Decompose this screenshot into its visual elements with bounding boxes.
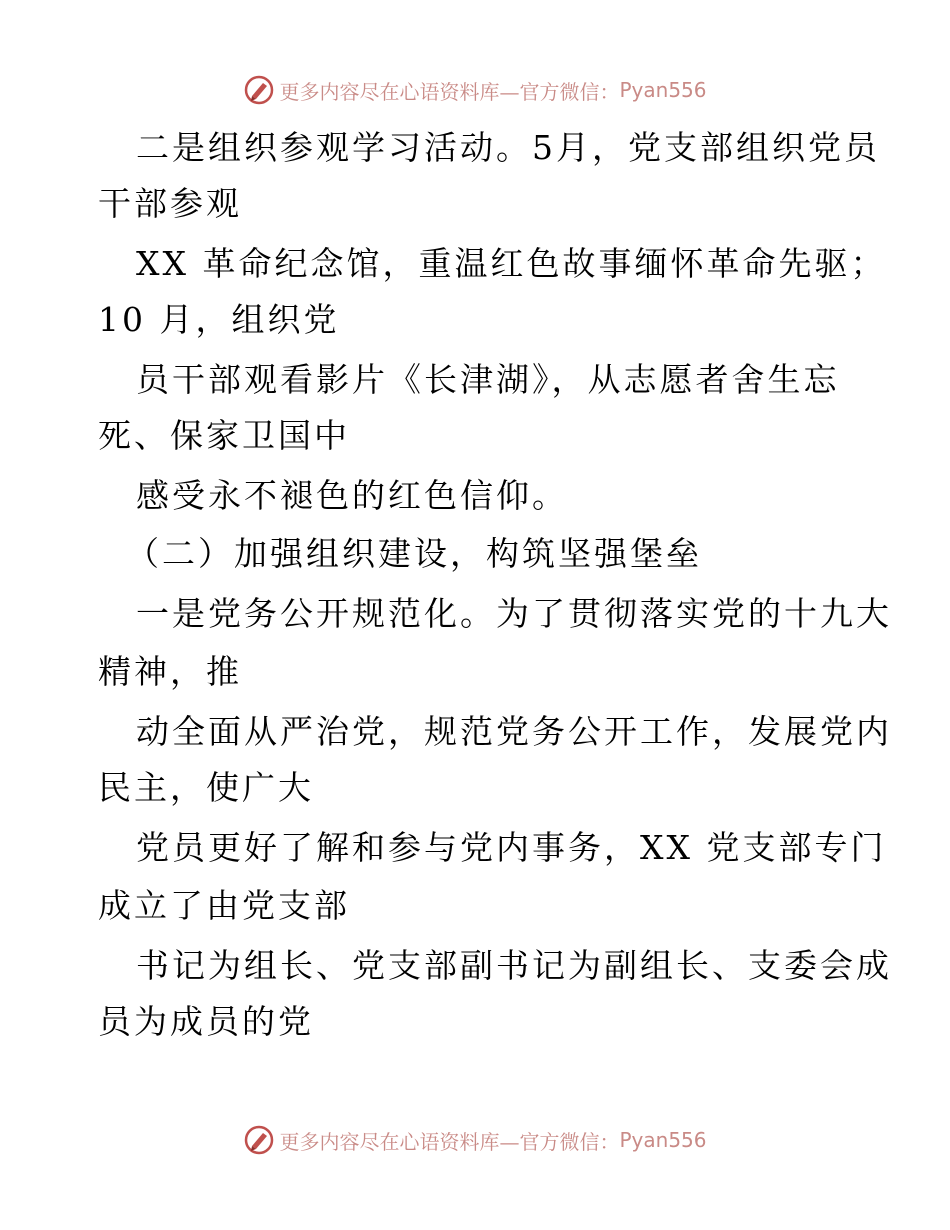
footer-watermark <box>0 1120 950 1160</box>
text-line: 民主，使广大 <box>98 768 314 807</box>
text-line: 员为成员的党 <box>98 1002 314 1041</box>
pen-logo-icon <box>243 1124 275 1156</box>
text-line: 党员更好了解和参与党内事务，XX 党支部专门 <box>136 828 887 867</box>
text-line: 感受永不褪色的红色信仰。 <box>136 476 568 515</box>
text-line: 死、保家卫国中 <box>98 416 350 455</box>
text-line: 书记为组长、党支部副书记为副组长、支委会成 <box>136 946 892 985</box>
text-line: 成立了由党支部 <box>98 886 350 925</box>
watermark-text: 更多内容尽在心语资料库—官方微信： <box>279 1129 620 1154</box>
watermark-id: Pyan556 <box>619 78 707 102</box>
text-line: 10 月，组织党 <box>98 300 340 339</box>
text-line: 二是组织参观学习活动。5月，党支部组织党员 <box>136 128 880 167</box>
section-heading: （二）加强组织建设，构筑坚强堡垒 <box>126 534 702 573</box>
text-line: 员干部观看影片《长津湖》，从志愿者舍生忘 <box>136 360 840 399</box>
text-line: 动全面从严治党，规范党务公开工作，发展党内 <box>136 712 892 751</box>
watermark-id: Pyan556 <box>619 1128 707 1152</box>
text-line: 一是党务公开规范化。为了贯彻落实党的十九大 <box>136 594 892 633</box>
pen-logo-icon <box>243 74 275 106</box>
watermark-text: 更多内容尽在心语资料库—官方微信： <box>279 79 620 104</box>
header-watermark <box>0 70 950 110</box>
text-line: 精神，推 <box>98 652 242 691</box>
text-line: 干部参观 <box>98 184 242 223</box>
text-line: XX 革命纪念馆，重温红色故事缅怀革命先驱； <box>136 244 887 283</box>
